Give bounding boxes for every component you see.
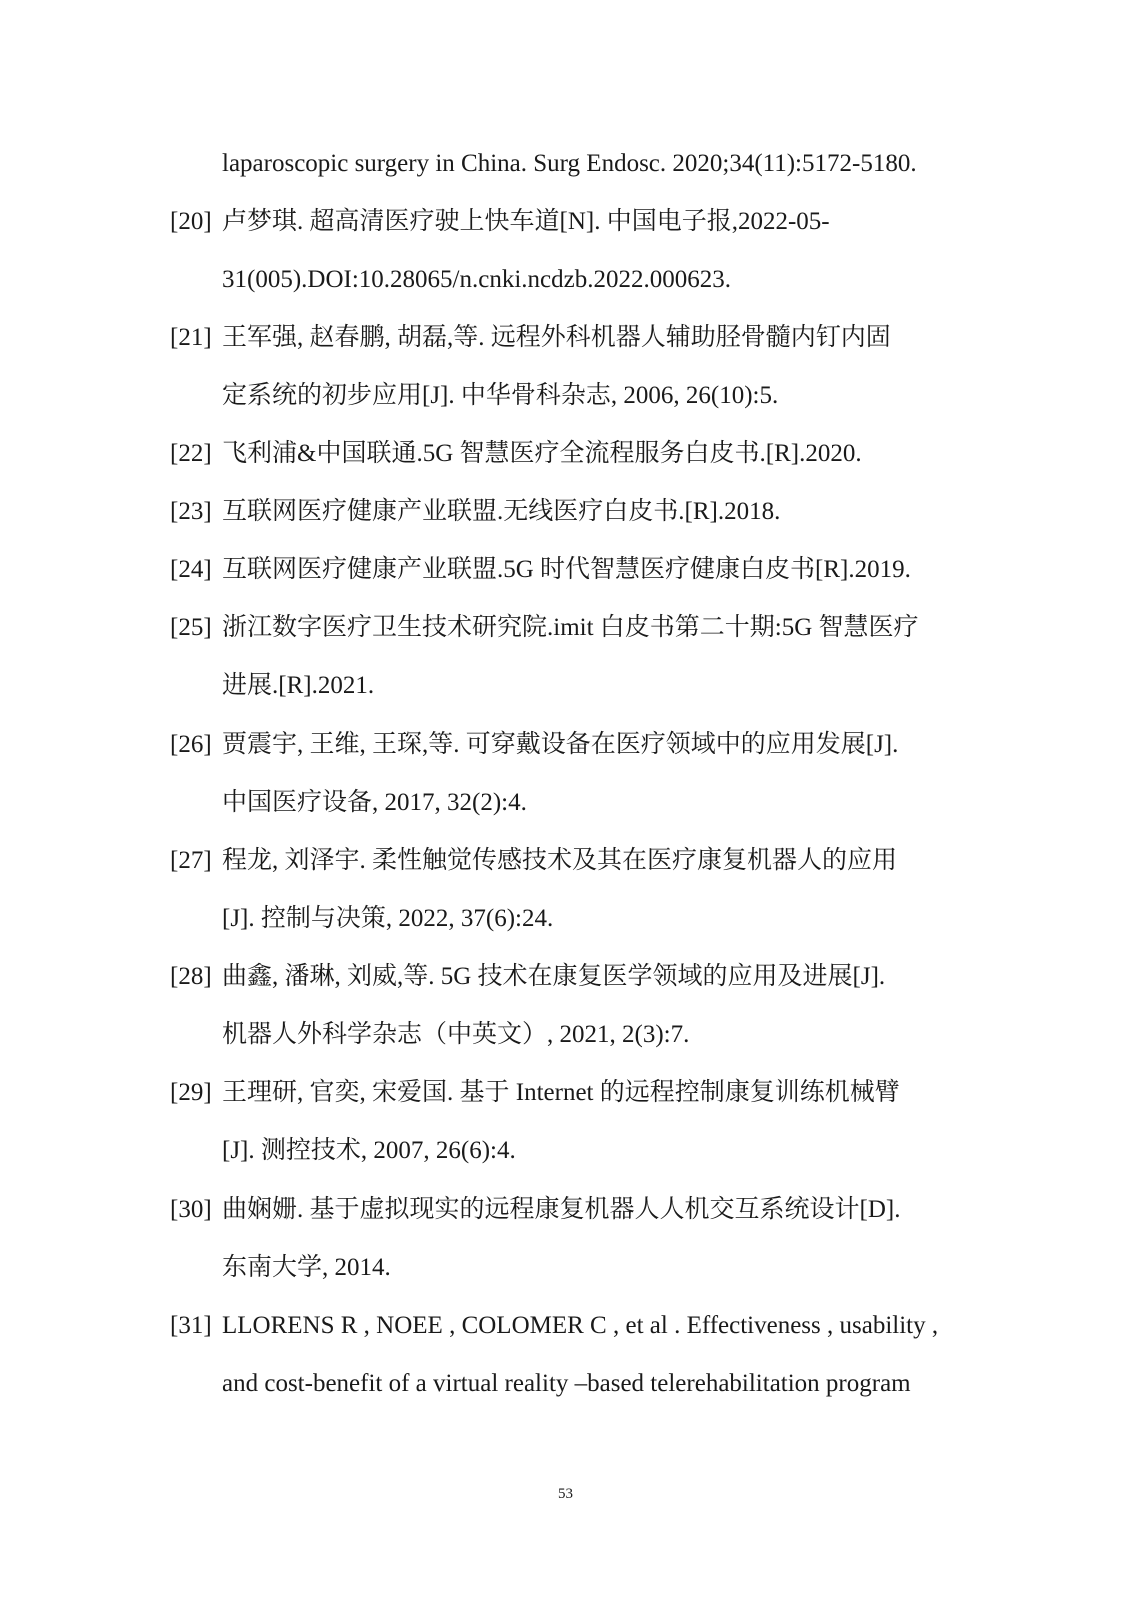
reference-text: LLORENS R , NOEE , COLOMER C , et al . Effectiveness , usability , [222,1312,939,1339]
reference-number: [25] [170,614,212,641]
reference-29-continuation: [J]. 测控技术, 2007, 26(6):4. [222,1137,516,1164]
reference-text: 程龙, 刘泽宇. 柔性触觉传感技术及其在医疗康复机器人的应用 [222,847,898,874]
reference-27-continuation: [J]. 控制与决策, 2022, 37(6):24. [222,905,554,932]
reference-19-continuation: laparoscopic surgery in China. Surg Endosc. 2020;34(11):5172-5180. [222,150,917,177]
reference-21-continuation: 定系统的初步应用[J]. 中华骨科杂志, 2006, 26(10):5. [222,382,779,409]
reference-number: [23] [170,498,212,525]
reference-31-continuation: and cost-benefit of a virtual reality –based telerehabilitation program [222,1370,911,1397]
reference-text: 卢梦琪. 超高清医疗驶上快车道[N]. 中国电子报,2022-05- [222,208,830,235]
reference-number: [29] [170,1079,212,1106]
reference-30-continuation: 东南大学, 2014. [222,1254,391,1281]
reference-28-continuation: 机器人外科学杂志（中英文）, 2021, 2(3):7. [222,1021,690,1048]
reference-number: [31] [170,1312,212,1339]
reference-number: [28] [170,963,212,990]
reference-number: [26] [170,731,212,758]
reference-text: 王理研, 官奕, 宋爱国. 基于 Internet 的远程控制康复训练机械臂 [222,1079,900,1106]
reference-text: 飞利浦&中国联通.5G 智慧医疗全流程服务白皮书.[R].2020. [222,440,862,467]
reference-number: [24] [170,556,212,583]
reference-25-continuation: 进展.[R].2021. [222,672,375,699]
page-number: 53 [558,1486,573,1502]
reference-number: [22] [170,440,212,467]
reference-text: 浙江数字医疗卫生技术研究院.imit 白皮书第二十期:5G 智慧医疗 [222,614,919,641]
reference-20-continuation: 31(005).DOI:10.28065/n.cnki.ncdzb.2022.000623. [222,266,731,293]
reference-text: 曲鑫, 潘琳, 刘威,等. 5G 技术在康复医学领域的应用及进展[J]. [222,963,886,990]
reference-text: 互联网医疗健康产业联盟.5G 时代智慧医疗健康白皮书[R].2019. [222,556,911,583]
reference-text: 王军强, 赵春鹏, 胡磊,等. 远程外科机器人辅助胫骨髓内钉内固 [222,324,891,351]
reference-26-continuation: 中国医疗设备, 2017, 32(2):4. [222,789,527,816]
reference-number: [27] [170,847,212,874]
reference-number: [20] [170,208,212,235]
reference-number: [21] [170,324,212,351]
reference-number: [30] [170,1196,212,1223]
reference-text: 曲娴姗. 基于虚拟现实的远程康复机器人人机交互系统设计[D]. [222,1196,901,1223]
reference-text: 互联网医疗健康产业联盟.无线医疗白皮书.[R].2018. [222,498,781,525]
reference-text: 贾震宇, 王维, 王琛,等. 可穿戴设备在医疗领域中的应用发展[J]. [222,731,899,758]
